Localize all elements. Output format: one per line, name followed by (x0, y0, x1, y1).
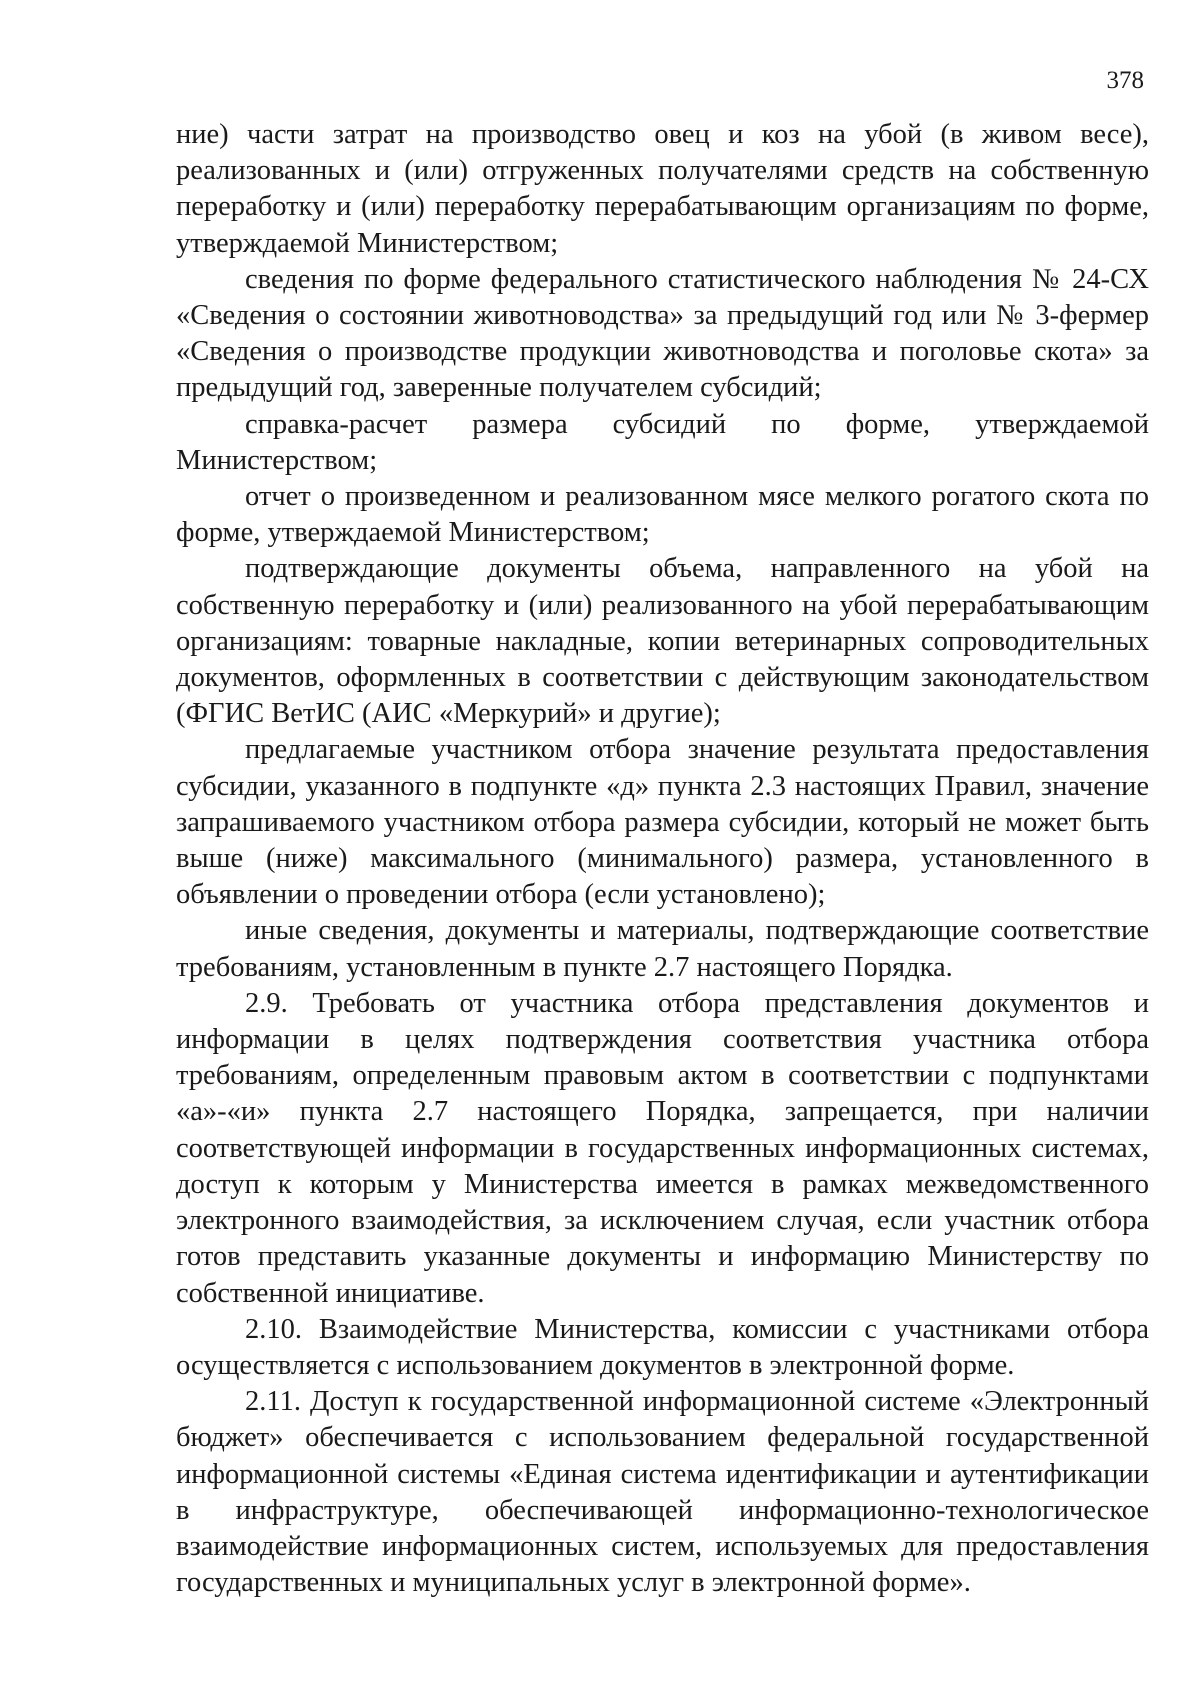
document-body (176, 117, 1149, 1601)
paragraph-supporting-docs: подтверждающие документы объема, направленного на убой на собственную переработку и (или) реализованного на убой перерабатывающим организациям: товарные накладные, копии ветеринарных сопроводительных документов, оформленных в соответствии с действующим законодательством (ФГИС ВетИС (АИС «Меркурий» и другие); (176, 553, 1149, 730)
paragraph-continuation: ние) части затрат на производство овец и коз на убой (в живом весе), реализованных и (или) отгруженных получателями средств на собственную переработку и (или) переработку перерабатывающим организациям по форме, утверждаемой Министерством; (176, 119, 1149, 259)
page-number: 378 (1106, 67, 1144, 94)
paragraph-stat-report: сведения по форме федерального статистического наблюдения № 24-СХ «Сведения о состоянии животноводства» за предыдущий год или № 3-фермер «Сведения о производстве продукции животноводства и поголовье скота» за предыдущий год, заверенные получателем субсидий; (176, 263, 1149, 404)
paragraph-calc-certificate: справка-расчет размера субсидий по форме, утверждаемой Министерством; (176, 408, 1149, 476)
paragraph-clause-2-11: 2.11. Доступ к государственной информационной системе «Электронный бюджет» обеспечивается с использованием федеральной государственной информационной системы «Единая система идентификации и аутентификации в инфраструктуре, обеспечивающей информационно-технологическое взаимодействие информационных систем, используемых для предоставления государственных и муниципальных услуг в электронной форме». (176, 1386, 1149, 1599)
paragraph-other-info: иные сведения, документы и материалы, подтверждающие соответствие требованиям, установленным в пункте 2.7 настоящего Порядка. (176, 915, 1149, 983)
paragraph-meat-report: отчет о произведенном и реализованном мясе мелкого рогатого скота по форме, утверждаемой Министерством; (176, 481, 1149, 549)
paragraph-proposed-result: предлагаемые участником отбора значение результата предоставления субсидии, указанного в подпункте «д» пункта 2.3 настоящих Правил, значение запрашиваемого участником отбора размера субсидии, который не может быть выше (ниже) максимального (минимального) размера, установленного в объявлении о проведении отбора (если установлено); (176, 734, 1149, 911)
paragraph-clause-2-9: 2.9. Требовать от участника отбора представления документов и информации в целях подтверждения соответствия участника отбора требованиям, определенным правовым актом в соответствии с подпунктами «а»-«и» пункта 2.7 настоящего Порядка, запрещается, при наличии соответствующей информации в государственных информационных системах, доступ к которым у Министерства имеется в рамках межведомственного электронного взаимодействия, за исключением случая, если участник отбора готов представить указанные документы и информацию Министерству по собственной инициативе. (176, 987, 1149, 1309)
paragraph-clause-2-10: 2.10. Взаимодействие Министерства, комиссии с участниками отбора осуществляется с использованием документов в электронной форме. (176, 1313, 1149, 1381)
